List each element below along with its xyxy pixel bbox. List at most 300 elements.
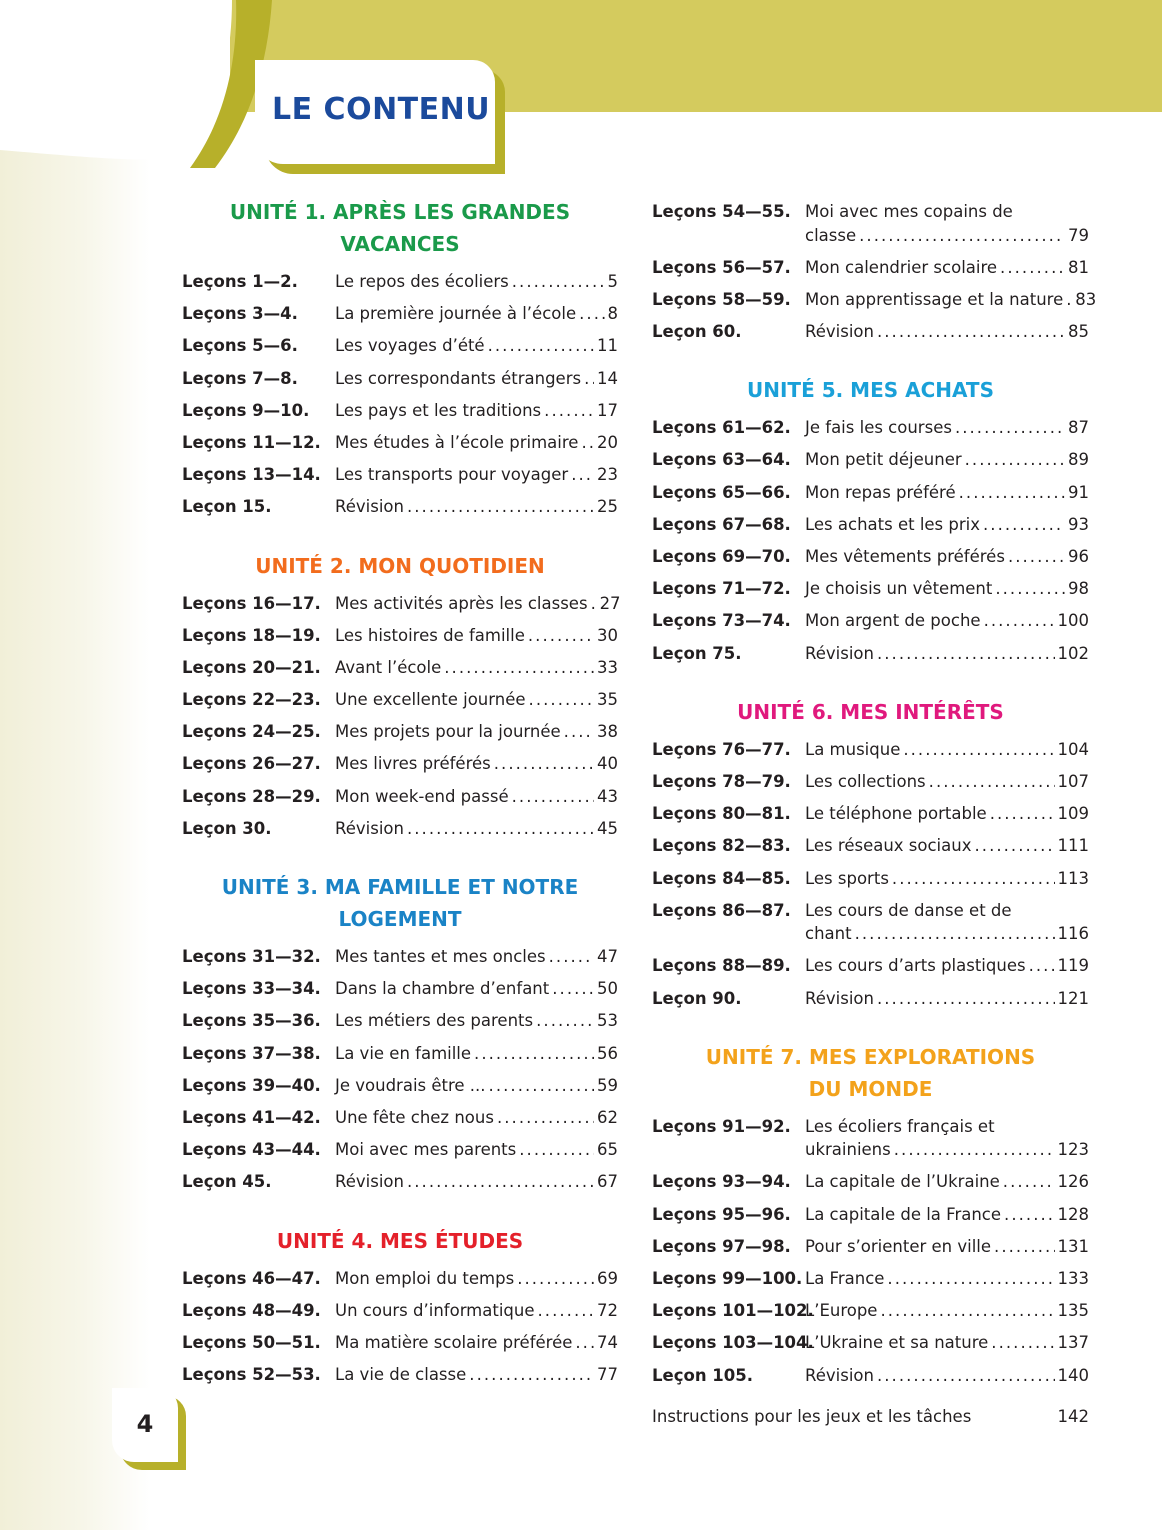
toc-entry[interactable] <box>182 302 618 326</box>
dot-leader <box>512 785 594 809</box>
toc-entry[interactable] <box>652 1364 1089 1388</box>
lesson-title-line <box>805 1170 1089 1194</box>
toc-entry[interactable] <box>652 416 1089 440</box>
lesson-label: Leçons 86—87. <box>652 900 791 920</box>
lesson-title-line <box>805 987 1089 1011</box>
lesson-title: Avant l’école <box>335 657 442 677</box>
dot-leader <box>407 817 594 841</box>
page-ref: 93 <box>1068 514 1089 534</box>
lesson-title: Mes activités après les classes <box>335 593 588 613</box>
lesson-title: Les cours d’arts plastiques <box>805 956 1026 976</box>
instructions-title: Instructions pour les jeux et les tâches <box>652 1407 972 1427</box>
lesson-title-line <box>335 624 618 648</box>
dot-leader <box>407 1170 594 1194</box>
lesson-title-line <box>335 334 618 358</box>
lesson-title-line <box>335 720 618 744</box>
lesson-title-line <box>335 302 618 326</box>
lesson-label: Leçons 78—79. <box>652 771 791 791</box>
toc-entry[interactable] <box>652 609 1089 633</box>
lesson-label: Leçons 7—8. <box>182 368 298 388</box>
lesson-title-line <box>335 945 618 969</box>
section-gap <box>652 352 1089 374</box>
lesson-entry <box>335 945 618 969</box>
lesson-title-line <box>335 1138 618 1162</box>
page-ref: 133 <box>1057 1269 1089 1288</box>
lesson-label: Leçons 22—23. <box>182 690 321 710</box>
page-ref: 111 <box>1057 836 1089 856</box>
lesson-entry <box>805 448 1089 472</box>
lesson-entry <box>805 1364 1089 1388</box>
dot-leader <box>983 513 1065 537</box>
page-ref: 87 <box>1068 418 1089 438</box>
lesson-title-line <box>805 577 1089 601</box>
toc-entry[interactable] <box>182 1106 618 1130</box>
dot-leader <box>517 1267 594 1291</box>
page-ref: 23 <box>597 465 618 485</box>
lesson-label: Leçons 43—44. <box>182 1140 321 1160</box>
lesson-entry <box>335 431 618 455</box>
dot-leader <box>974 834 1054 858</box>
dot-leader <box>474 1042 594 1066</box>
lesson-entry <box>335 1299 618 1323</box>
lesson-label: Leçons 101—102. <box>652 1301 814 1321</box>
lesson-title: Les transports pour voyager <box>335 465 569 485</box>
toc-entry[interactable] <box>652 954 1089 978</box>
page-ref: 77 <box>597 1365 618 1385</box>
dot-leader <box>519 1138 594 1162</box>
lesson-title-line <box>805 1299 1089 1323</box>
toc-entry[interactable] <box>652 899 1089 946</box>
lesson-title: Révision <box>805 988 874 1008</box>
toc-entry[interactable] <box>652 1203 1089 1227</box>
toc-entry[interactable] <box>182 752 618 776</box>
lesson-title-line <box>335 1170 618 1194</box>
lesson-title-line <box>335 1299 618 1323</box>
lesson-entry <box>335 367 618 391</box>
lesson-title: La capitale de l’Ukraine <box>805 1172 1000 1192</box>
page-ref: 30 <box>597 625 618 645</box>
toc-entry[interactable] <box>182 1331 618 1355</box>
dot-leader <box>575 1331 594 1355</box>
lesson-title: Le téléphone portable <box>805 804 987 824</box>
lesson-title: Les histoires de famille <box>335 625 525 645</box>
page-ref: 85 <box>1068 322 1089 342</box>
lesson-entry <box>335 1363 618 1387</box>
lesson-entry <box>805 481 1089 505</box>
page-ref: 89 <box>1068 450 1089 470</box>
toc-entry[interactable] <box>652 320 1089 344</box>
toc-entry[interactable] <box>652 867 1089 891</box>
dot-leader <box>1029 954 1055 978</box>
lesson-title: Mon apprentissage et la nature <box>805 289 1064 309</box>
lesson-title-line <box>335 431 618 455</box>
lesson-title: Révision <box>805 322 874 342</box>
unit-heading-line: UNITÉ 7. MES EXPLORATIONS <box>705 1044 1036 1069</box>
lesson-entry <box>335 1138 618 1162</box>
lesson-label: Leçons 9—10. <box>182 400 310 420</box>
lesson-title: Mon week-end passé <box>335 786 509 806</box>
lesson-label: Leçon 15. <box>182 497 272 517</box>
lesson-label: Leçons 54—55. <box>652 202 791 221</box>
dot-leader <box>1004 1203 1054 1227</box>
section-gap <box>182 849 618 871</box>
toc-entry[interactable] <box>652 448 1089 472</box>
toc-entry[interactable] <box>652 802 1089 826</box>
lesson-entry <box>335 1042 618 1066</box>
page-ref: 119 <box>1057 956 1089 976</box>
lesson-title: Les pays et les traditions <box>335 400 542 420</box>
lesson-entry <box>335 656 618 680</box>
page-ref: 109 <box>1057 804 1089 824</box>
page-ref: 33 <box>597 657 618 677</box>
lesson-title-line <box>805 922 1089 946</box>
lesson-label: Leçon 45. <box>182 1172 272 1192</box>
lesson-label: Leçons 80—81. <box>652 804 791 824</box>
dot-leader <box>1000 256 1065 280</box>
lesson-title-line <box>805 481 1089 505</box>
lesson-title-line <box>335 1363 618 1387</box>
lesson-label: Leçons 33—34. <box>182 979 321 999</box>
lesson-label: Leçons 97—98. <box>652 1236 791 1256</box>
lesson-entry <box>335 785 618 809</box>
lesson-title-line <box>805 545 1089 569</box>
lesson-title: L’Ukraine et sa nature <box>805 1333 989 1353</box>
lesson-title-line <box>335 656 618 680</box>
dot-leader <box>538 1299 594 1323</box>
lesson-title: Mon repas préféré <box>805 482 956 502</box>
page-ref: 113 <box>1057 868 1089 888</box>
dot-leader <box>877 320 1065 344</box>
dot-leader <box>552 977 594 1001</box>
lesson-title: La musique <box>805 739 901 759</box>
page-ref: 104 <box>1057 739 1089 759</box>
lesson-entry <box>805 954 1089 978</box>
toc-entry[interactable] <box>182 270 618 294</box>
lesson-title-line1: Les écoliers français et <box>805 1116 995 1136</box>
toc-entry[interactable] <box>652 288 1097 312</box>
page-ref: 20 <box>597 432 618 452</box>
page-ref: 137 <box>1057 1333 1089 1353</box>
page-ref: 79 <box>1068 225 1089 245</box>
lesson-title-line1: Les cours de danse et de <box>805 900 1012 920</box>
lesson-title: Les correspondants étrangers <box>335 368 582 388</box>
toc-entry[interactable] <box>182 495 618 519</box>
page-ref: 62 <box>597 1107 618 1127</box>
lesson-entry <box>805 1115 1089 1162</box>
unit-heading-line: LOGEMENT <box>338 907 462 931</box>
toc-entry[interactable] <box>652 1170 1089 1194</box>
toc-entry[interactable] <box>182 656 618 680</box>
lesson-title-line <box>335 1074 618 1098</box>
page-ref: 47 <box>597 947 618 966</box>
toc-entry[interactable] <box>182 431 618 455</box>
lesson-title: Mes livres préférés <box>335 754 491 774</box>
lesson-title: Révision <box>805 1365 874 1385</box>
lesson-entry <box>335 1331 618 1355</box>
dot-leader <box>990 802 1055 826</box>
toc-entry[interactable] <box>182 334 618 358</box>
lesson-entry <box>805 802 1089 826</box>
lesson-label: Leçons 93—94. <box>652 1172 791 1192</box>
lesson-entry <box>805 987 1089 1011</box>
lesson-title-line <box>805 1267 1089 1291</box>
dot-leader <box>497 1106 594 1130</box>
page-ref: 56 <box>597 1043 618 1063</box>
lesson-entry <box>335 592 621 616</box>
lesson-label: Leçons 67—68. <box>652 514 791 534</box>
lesson-label: Leçons 65—66. <box>652 482 791 502</box>
toc-entry[interactable] <box>652 513 1089 537</box>
lesson-entry <box>335 1074 618 1098</box>
dot-leader <box>994 1235 1054 1259</box>
dot-leader <box>855 922 1055 946</box>
lesson-label: Leçons 103—104. <box>652 1333 814 1353</box>
dot-leader <box>929 770 1055 794</box>
dot-leader <box>859 224 1065 248</box>
dot-leader <box>512 270 605 294</box>
lesson-entry <box>805 609 1089 633</box>
lesson-title-line <box>805 954 1089 978</box>
lesson-label: Leçons 58—59. <box>652 289 791 309</box>
toc-entry[interactable] <box>652 1235 1089 1259</box>
dot-leader <box>995 577 1065 601</box>
lesson-label: Leçon 30. <box>182 818 272 838</box>
lesson-title-line <box>805 802 1089 826</box>
toc-entry[interactable] <box>182 977 618 1001</box>
page-ref: 43 <box>597 786 618 806</box>
lesson-label: Leçons 88—89. <box>652 956 791 976</box>
lesson-title: Mes projets pour la journée <box>335 722 561 742</box>
unit-heading-line: UNITÉ 5. MES ACHATS <box>747 378 994 403</box>
lesson-title-line <box>805 256 1089 280</box>
page-margin-shade <box>0 0 150 1530</box>
toc-entry[interactable] <box>652 834 1089 858</box>
lesson-title-line <box>805 448 1089 472</box>
lesson-label: Leçon 60. <box>652 322 742 342</box>
page-ref: 65 <box>597 1140 618 1160</box>
lesson-title: Mes vêtements préférés <box>805 547 1005 566</box>
toc-entry[interactable] <box>182 463 618 487</box>
lesson-title: Mes tantes et mes oncles <box>335 947 546 966</box>
lesson-title-line <box>805 1235 1089 1259</box>
page-ref: 74 <box>597 1332 618 1352</box>
toc-entry[interactable] <box>652 481 1089 505</box>
lesson-title: Les sports <box>805 868 889 888</box>
dot-leader <box>1066 288 1072 312</box>
toc-entry[interactable] <box>652 1331 1089 1355</box>
lesson-title-line <box>805 834 1089 858</box>
lesson-title: La France <box>805 1269 885 1288</box>
page-ref: 50 <box>597 979 618 999</box>
unit-heading-line: UNITÉ 1. APRÈS LES GRANDES <box>229 200 571 224</box>
toc-entry[interactable] <box>182 399 618 423</box>
unit-heading-line: DU MONDE <box>808 1076 933 1101</box>
toc-entry[interactable] <box>182 1299 618 1323</box>
dot-leader <box>528 624 594 648</box>
toc-entry[interactable] <box>652 987 1089 1011</box>
toc-entry[interactable] <box>182 1042 618 1066</box>
lesson-entry <box>805 899 1089 946</box>
dot-leader <box>887 1267 1054 1291</box>
toc-entry[interactable] <box>182 785 618 809</box>
lesson-title: Les réseaux sociaux <box>805 836 972 856</box>
lesson-entry <box>335 463 618 487</box>
lesson-title-line <box>805 416 1089 440</box>
lesson-title: Révision <box>805 643 874 663</box>
lesson-label: Leçons 28—29. <box>182 786 321 806</box>
page-ref: 140 <box>1057 1365 1089 1385</box>
lesson-title: Mes études à l’école primaire <box>335 432 579 452</box>
lesson-title: Ma matière scolaire préférée <box>335 1332 573 1352</box>
lesson-title-line <box>805 224 1089 248</box>
toc-entry[interactable] <box>652 545 1089 569</box>
lesson-title-line <box>805 642 1089 666</box>
lesson-label: Leçons 46—47. <box>182 1268 321 1288</box>
dot-leader <box>959 481 1065 505</box>
toc-entry[interactable] <box>182 1363 618 1387</box>
page-ref: 98 <box>1068 579 1089 599</box>
lesson-title: Mon petit déjeuner <box>805 450 962 470</box>
toc-entry[interactable] <box>652 1267 1089 1291</box>
lesson-title-line <box>335 1331 618 1355</box>
lesson-title-line <box>805 513 1089 537</box>
page-ref: 67 <box>597 1172 618 1192</box>
lesson-label: Leçons 20—21. <box>182 657 321 677</box>
dot-leader <box>584 367 594 391</box>
page-ref: 96 <box>1068 547 1089 566</box>
lesson-entry <box>335 688 618 712</box>
dot-leader <box>444 656 594 680</box>
dot-leader <box>544 399 594 423</box>
lesson-title-line <box>335 977 618 1001</box>
lesson-label: Leçon 105. <box>652 1365 754 1385</box>
page-ref: 102 <box>1057 643 1089 663</box>
lesson-entry <box>805 513 1089 537</box>
toc-entry[interactable] <box>182 688 618 712</box>
toc-entry[interactable] <box>182 624 618 648</box>
toc-left-column <box>182 196 621 1395</box>
unit-heading <box>652 1041 1089 1105</box>
toc-entry[interactable] <box>652 642 1089 666</box>
toc-entry[interactable] <box>182 367 618 391</box>
lesson-title: Je fais les courses <box>805 418 952 438</box>
lesson-entry <box>805 1267 1089 1291</box>
section-gap <box>652 674 1089 696</box>
lesson-title: Dans la chambre d’enfant <box>335 979 550 999</box>
lesson-title: Je voudrais être ... <box>335 1075 486 1095</box>
lesson-title-line <box>805 1331 1089 1355</box>
lesson-entry <box>805 545 1089 569</box>
lesson-entry <box>805 577 1089 601</box>
lesson-entry <box>335 334 618 358</box>
lesson-entry <box>335 270 618 294</box>
section-gap <box>182 528 618 550</box>
toc-entry[interactable] <box>182 1074 618 1098</box>
toc-entry[interactable] <box>652 770 1089 794</box>
page-ref: 72 <box>597 1300 618 1320</box>
dot-leader <box>407 495 594 519</box>
lesson-title: Moi avec mes parents <box>335 1140 517 1160</box>
dot-leader <box>894 1138 1055 1162</box>
lesson-label: Leçons 35—36. <box>182 1011 321 1031</box>
lesson-title: Révision <box>335 497 404 517</box>
toc-entry[interactable] <box>652 1115 1089 1162</box>
toc-entry[interactable] <box>182 817 618 841</box>
lesson-entry <box>335 495 618 519</box>
toc-entry[interactable] <box>182 1170 618 1194</box>
dot-leader <box>469 1363 594 1387</box>
page-ref: 69 <box>597 1268 618 1288</box>
lesson-label: Leçons 48—49. <box>182 1300 321 1320</box>
unit-heading-line: UNITÉ 3. MA FAMILLE ET NOTRE <box>221 875 579 899</box>
lesson-title: La vie en famille <box>335 1043 472 1063</box>
dot-leader <box>581 431 594 455</box>
page-ref: 35 <box>597 690 618 710</box>
page-title: LE CONTENU <box>272 92 491 127</box>
page-ref: 11 <box>597 336 618 356</box>
lesson-entry <box>335 624 618 648</box>
lesson-title-line <box>335 592 621 616</box>
lesson-entry <box>805 738 1089 762</box>
lesson-label: Leçons 56—57. <box>652 257 791 277</box>
toc-entry[interactable] <box>182 592 621 616</box>
lesson-label: Leçons 26—27. <box>182 754 321 774</box>
toc-entry[interactable] <box>182 945 618 969</box>
lesson-label: Leçons 69—70. <box>652 547 791 566</box>
lesson-entry <box>805 867 1089 891</box>
lesson-title-line <box>335 752 618 776</box>
lesson-label: Leçons 71—72. <box>652 579 791 599</box>
lesson-label: Leçons 76—77. <box>652 739 791 759</box>
lesson-entry <box>805 1203 1089 1227</box>
toc-entry[interactable] <box>182 1138 618 1162</box>
page-number: 4 <box>136 1410 154 1438</box>
page-ref: 107 <box>1057 771 1089 791</box>
lesson-title: Pour s’orienter en ville <box>805 1236 992 1256</box>
toc-entry[interactable] <box>652 577 1089 601</box>
toc-entry[interactable] <box>652 200 1089 247</box>
dot-leader <box>991 1331 1054 1355</box>
lesson-title: Les achats et les prix <box>805 514 981 534</box>
toc-entry[interactable] <box>182 1009 618 1033</box>
toc-entry[interactable] <box>652 1299 1089 1323</box>
lesson-title: Mon argent de poche <box>805 611 981 631</box>
toc-entry[interactable] <box>182 1267 618 1291</box>
lesson-label: Leçons 99—100. <box>652 1269 803 1288</box>
toc-entry[interactable] <box>652 256 1089 280</box>
page-ref: 100 <box>1057 611 1089 631</box>
unit-heading <box>182 196 618 260</box>
toc-entry[interactable] <box>652 738 1089 762</box>
page-ref: 38 <box>597 722 618 742</box>
dot-leader <box>494 752 594 776</box>
page-ref: 81 <box>1068 257 1089 277</box>
lesson-title: Révision <box>335 818 404 838</box>
page-ref: 5 <box>607 272 618 291</box>
instructions-entry[interactable] <box>652 1405 1089 1429</box>
lesson-label: Leçons 61—62. <box>652 418 791 438</box>
lesson-title: Une fête chez nous <box>335 1107 494 1127</box>
lesson-label: Leçons 50—51. <box>182 1332 321 1352</box>
dot-leader <box>955 416 1065 440</box>
dot-leader <box>579 302 604 326</box>
toc-entry[interactable] <box>182 720 618 744</box>
lesson-title-line1: Moi avec mes copains de <box>805 202 1013 221</box>
lesson-label: Leçons 41—42. <box>182 1107 321 1127</box>
dot-leader <box>877 1364 1055 1388</box>
lesson-entry <box>805 1235 1089 1259</box>
page-ref: 91 <box>1068 482 1089 502</box>
